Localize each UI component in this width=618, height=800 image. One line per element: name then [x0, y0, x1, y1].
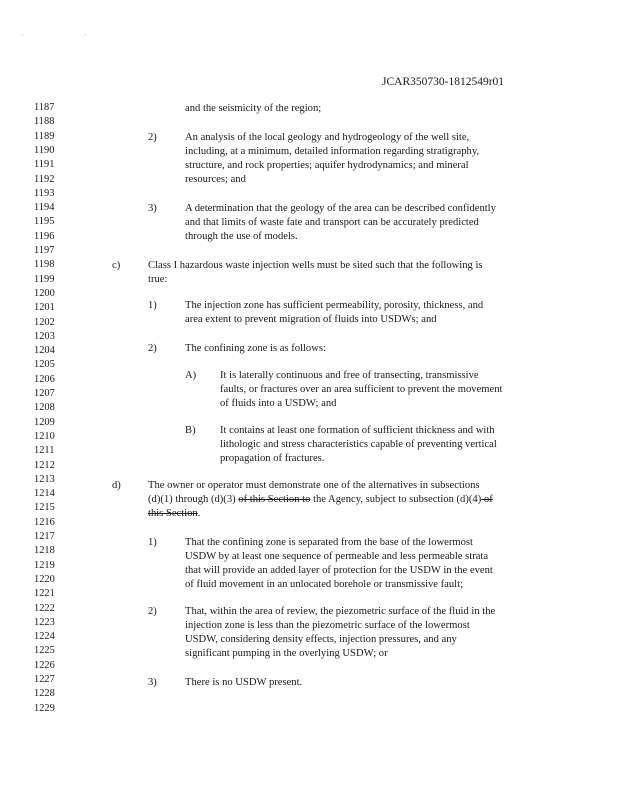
- line-number: 1222: [34, 602, 55, 614]
- line-number: 1216: [34, 516, 55, 528]
- line-number: 1207: [34, 388, 55, 399]
- line-number: 1226: [34, 659, 55, 671]
- item-marker: 1): [148, 300, 157, 311]
- text-line: lithologic and stress characteristics capable of preventing vertical: [220, 439, 497, 450]
- text-line: area extent to prevent migration of fluids into USDWs; and: [185, 314, 437, 325]
- text-line: faults, or fractures over an area sufficient to prevent the movement: [220, 384, 503, 395]
- text-line: That the confining zone is separated from the base of the lowermost: [185, 537, 473, 548]
- text-line: resources; and: [185, 174, 246, 185]
- text-line: of fluid movement in an unlocated borehole or transmissive fault;: [185, 579, 464, 590]
- item-marker: A): [185, 370, 197, 381]
- line-number: 1198: [34, 259, 55, 271]
- line-number: 1213: [34, 473, 55, 485]
- line-number: 1189: [34, 130, 55, 142]
- text-fragment: (d)(1) through (d)(3): [148, 494, 239, 505]
- text-line: structure, and rock properties; aquifer hydrodynamics; and mineral: [185, 160, 469, 171]
- line-number: 1206: [34, 373, 55, 385]
- text-line: propagation of fractures.: [220, 453, 325, 464]
- line-number: 1209: [34, 416, 55, 428]
- text-line: that will provide an added layer of protection for the USDW in the event: [185, 565, 493, 576]
- line-number: 1228: [34, 688, 55, 700]
- line-number: 1211: [34, 445, 55, 457]
- text-line: of fluids into a USDW; and: [220, 398, 337, 409]
- item-marker: 2): [148, 606, 157, 617]
- text-line: through the use of models.: [185, 231, 298, 242]
- text-line: It contains at least one formation of sufficient thickness and with: [220, 425, 495, 436]
- line-number: 1205: [34, 359, 55, 371]
- text-line: and the seismicity of the region;: [185, 103, 322, 114]
- text-line: It is laterally continuous and free of transecting, transmissive: [220, 370, 479, 381]
- line-number: 1210: [34, 430, 55, 442]
- text-line: The owner or operator must demonstrate one of the alternatives in subsections: [148, 480, 480, 491]
- document-id: JCAR350730-1812549r01: [382, 76, 505, 88]
- line-number: 1221: [34, 588, 55, 600]
- line-number: 1223: [34, 616, 55, 628]
- item-marker: c): [112, 260, 121, 271]
- text-fragment: the Agency, subject to subsection (d)(4): [310, 494, 482, 505]
- line-number: 1202: [34, 316, 55, 328]
- text-line-amended: [148, 507, 200, 521]
- line-number: 1208: [34, 402, 55, 414]
- line-number: 1188: [34, 116, 55, 128]
- text-line: A determination that the geology of the area can be described confidently: [185, 203, 496, 214]
- line-number: 1214: [34, 488, 55, 500]
- period: .: [197, 508, 201, 519]
- struck-text: of: [481, 494, 493, 505]
- text-line: There is no USDW present.: [185, 677, 303, 688]
- line-number: 1196: [34, 230, 55, 242]
- text-line: including, at a minimum, detailed information regarding stratigraphy,: [185, 146, 480, 157]
- line-number: 1204: [34, 345, 55, 357]
- line-number: 1190: [34, 144, 55, 156]
- item-marker: B): [185, 425, 196, 436]
- item-marker: 3): [148, 203, 157, 214]
- item-marker: 2): [148, 132, 157, 143]
- line-number: 1193: [34, 187, 55, 199]
- line-number: 1218: [34, 545, 55, 557]
- item-marker: 1): [148, 537, 157, 548]
- text-line-amended: [148, 493, 493, 507]
- line-number: 1224: [34, 631, 55, 643]
- line-number: 1191: [34, 159, 55, 171]
- text-line: USDW by at least one sequence of permeable and less permeable strata: [185, 551, 489, 562]
- line-number: 1220: [34, 573, 55, 585]
- struck-text: of this Section to: [238, 494, 311, 505]
- line-number: 1200: [34, 287, 55, 299]
- scan-specks: ' ': [22, 34, 116, 40]
- text-line: The injection zone has sufficient permeability, porosity, thickness, and: [185, 300, 484, 311]
- text-line: and that limits of waste fate and transport can be accurately predicted: [185, 217, 479, 228]
- text-line: significant pumping in the overlying USDW; or: [185, 648, 388, 659]
- line-number: 1192: [34, 173, 55, 185]
- item-marker: 3): [148, 677, 157, 688]
- text-line: injection zone is less than the piezometric surface of the lowermost: [185, 620, 470, 631]
- text-line: Class I hazardous waste injection wells must be sited such that the following is: [148, 260, 483, 271]
- line-number: 1217: [34, 531, 55, 542]
- text-line: That, within the area of review, the piezometric surface of the fluid in the: [185, 606, 496, 617]
- struck-text: this Section: [148, 508, 198, 519]
- line-number: 1215: [34, 502, 55, 514]
- item-marker: 2): [148, 343, 157, 354]
- item-marker: d): [112, 480, 121, 491]
- line-number: 1229: [34, 702, 55, 714]
- text-line: USDW, considering density effects, injection pressures, and any: [185, 634, 457, 645]
- text-line: An analysis of the local geology and hydrogeology of the well site,: [185, 132, 470, 143]
- line-number: 1195: [34, 216, 55, 228]
- text-line: The confining zone is as follows:: [185, 343, 326, 354]
- line-number: 1203: [34, 330, 55, 342]
- line-number: 1194: [34, 202, 55, 214]
- line-number: 1187: [34, 102, 55, 113]
- line-number: 1212: [34, 459, 55, 471]
- text-line: true:: [148, 274, 168, 285]
- line-number: 1201: [34, 302, 55, 314]
- line-number: 1225: [34, 645, 55, 657]
- line-number: 1199: [34, 273, 55, 285]
- line-number: 1197: [34, 245, 55, 256]
- line-number: 1219: [34, 559, 55, 571]
- line-number: 1227: [34, 674, 55, 685]
